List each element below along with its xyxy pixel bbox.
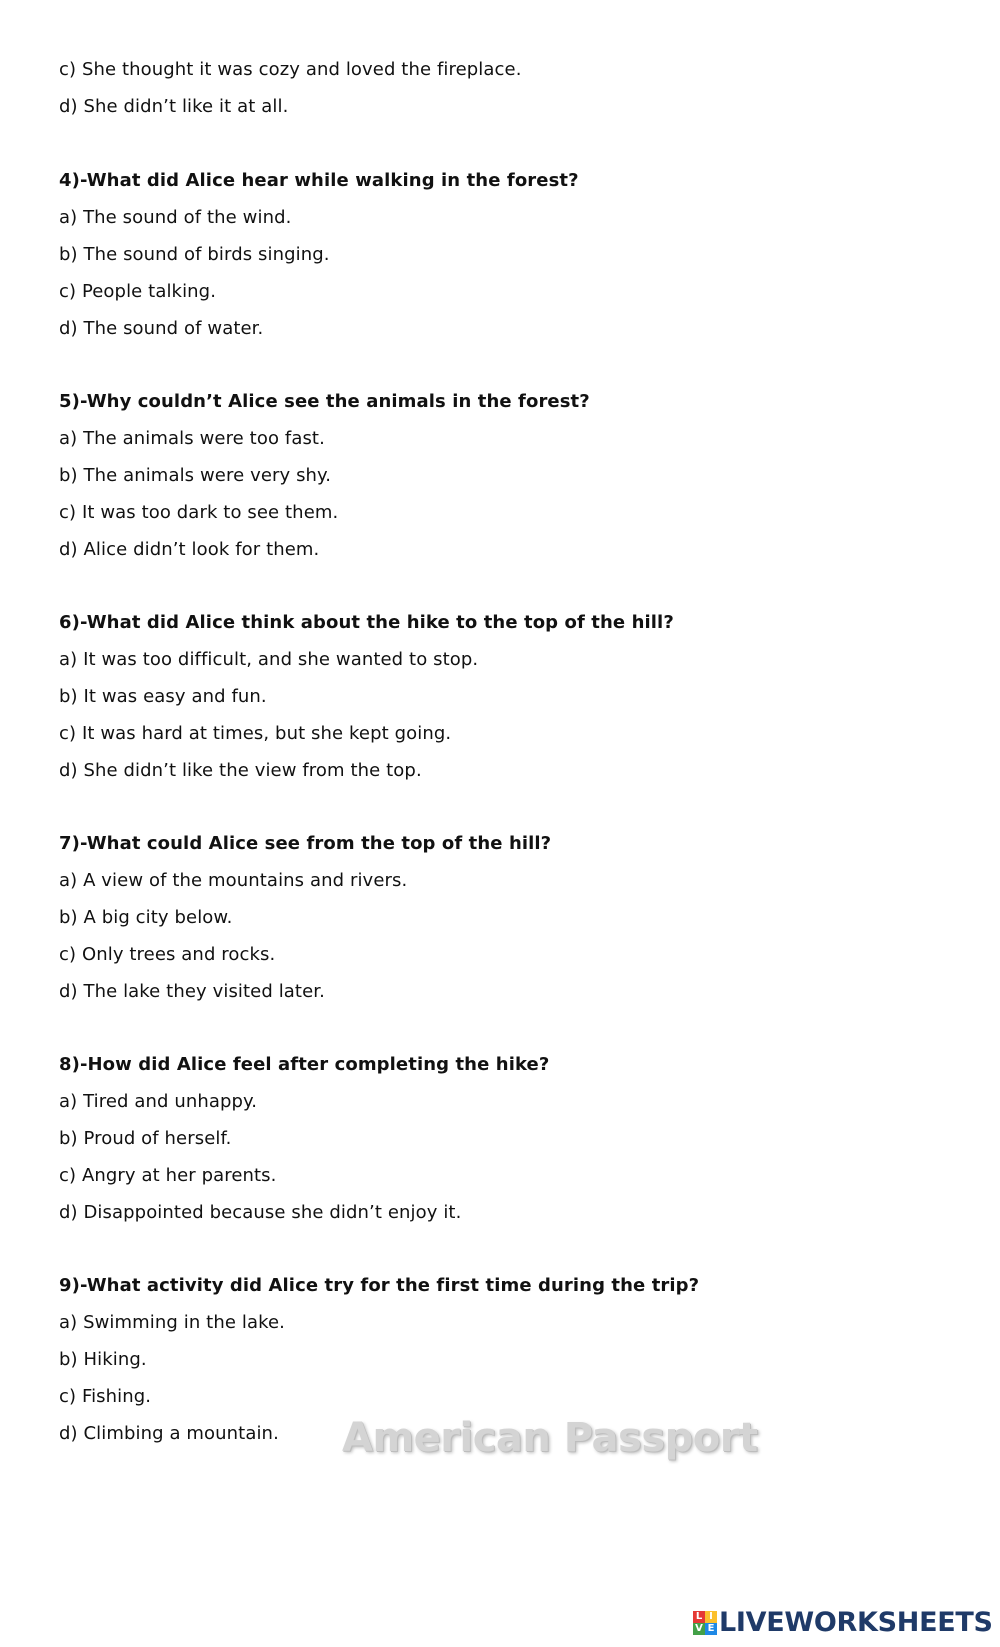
option-text: d) The lake they visited later. bbox=[59, 981, 325, 1002]
live-blocks-icon bbox=[693, 1611, 717, 1635]
live-block-v: V bbox=[693, 1623, 705, 1635]
option-text: b) It was easy and fun. bbox=[59, 686, 267, 707]
option-text: b) The sound of birds singing. bbox=[59, 244, 330, 265]
option-text: c) Only trees and rocks. bbox=[59, 944, 276, 965]
question-heading: 7)-What could Alice see from the top of the hill? bbox=[59, 833, 552, 854]
question-heading: 5)-Why couldn’t Alice see the animals in the forest? bbox=[59, 391, 590, 412]
option-text: b) Proud of herself. bbox=[59, 1128, 232, 1149]
option-text: b) The animals were very shy. bbox=[59, 465, 332, 486]
option-text: c) People talking. bbox=[59, 281, 217, 302]
option-text: a) The animals were too fast. bbox=[59, 428, 325, 449]
american-passport-watermark: American Passport bbox=[342, 1415, 758, 1461]
option-text: a) Swimming in the lake. bbox=[59, 1312, 285, 1333]
option-text: d) She didn’t like it at all. bbox=[59, 96, 289, 117]
question-heading: 6)-What did Alice think about the hike to the top of the hill? bbox=[59, 612, 674, 633]
option-text: d) She didn’t like the view from the top. bbox=[59, 760, 422, 781]
question-heading: 9)-What activity did Alice try for the first time during the trip? bbox=[59, 1275, 700, 1296]
option-text: d) The sound of water. bbox=[59, 318, 264, 339]
option-text: d) Disappointed because she didn’t enjoy it. bbox=[59, 1202, 462, 1223]
option-text: c) Fishing. bbox=[59, 1386, 152, 1407]
question-heading: 8)-How did Alice feel after completing the hike? bbox=[59, 1054, 550, 1075]
live-block-e: E bbox=[705, 1623, 717, 1635]
option-text: c) It was hard at times, but she kept going. bbox=[59, 723, 452, 744]
option-text: a) A view of the mountains and rivers. bbox=[59, 870, 408, 891]
liveworksheets-wordmark: LIVEWORKSHEETS bbox=[719, 1607, 993, 1638]
option-text: c) Angry at her parents. bbox=[59, 1165, 277, 1186]
liveworksheets-logo[interactable] bbox=[693, 1605, 993, 1641]
option-text: d) Alice didn’t look for them. bbox=[59, 539, 320, 560]
option-text: b) Hiking. bbox=[59, 1349, 147, 1370]
option-text: a) The sound of the wind. bbox=[59, 207, 292, 228]
live-block-l: L bbox=[693, 1611, 705, 1623]
option-text: b) A big city below. bbox=[59, 907, 233, 928]
option-text: a) It was too difficult, and she wanted to stop. bbox=[59, 649, 479, 670]
option-text: c) It was too dark to see them. bbox=[59, 502, 339, 523]
option-text: d) Climbing a mountain. bbox=[59, 1423, 279, 1444]
option-text: a) Tired and unhappy. bbox=[59, 1091, 258, 1112]
option-text: c) She thought it was cozy and loved the fireplace. bbox=[59, 59, 522, 80]
question-heading: 4)-What did Alice hear while walking in the forest? bbox=[59, 170, 579, 191]
live-block-i: I bbox=[705, 1611, 717, 1623]
